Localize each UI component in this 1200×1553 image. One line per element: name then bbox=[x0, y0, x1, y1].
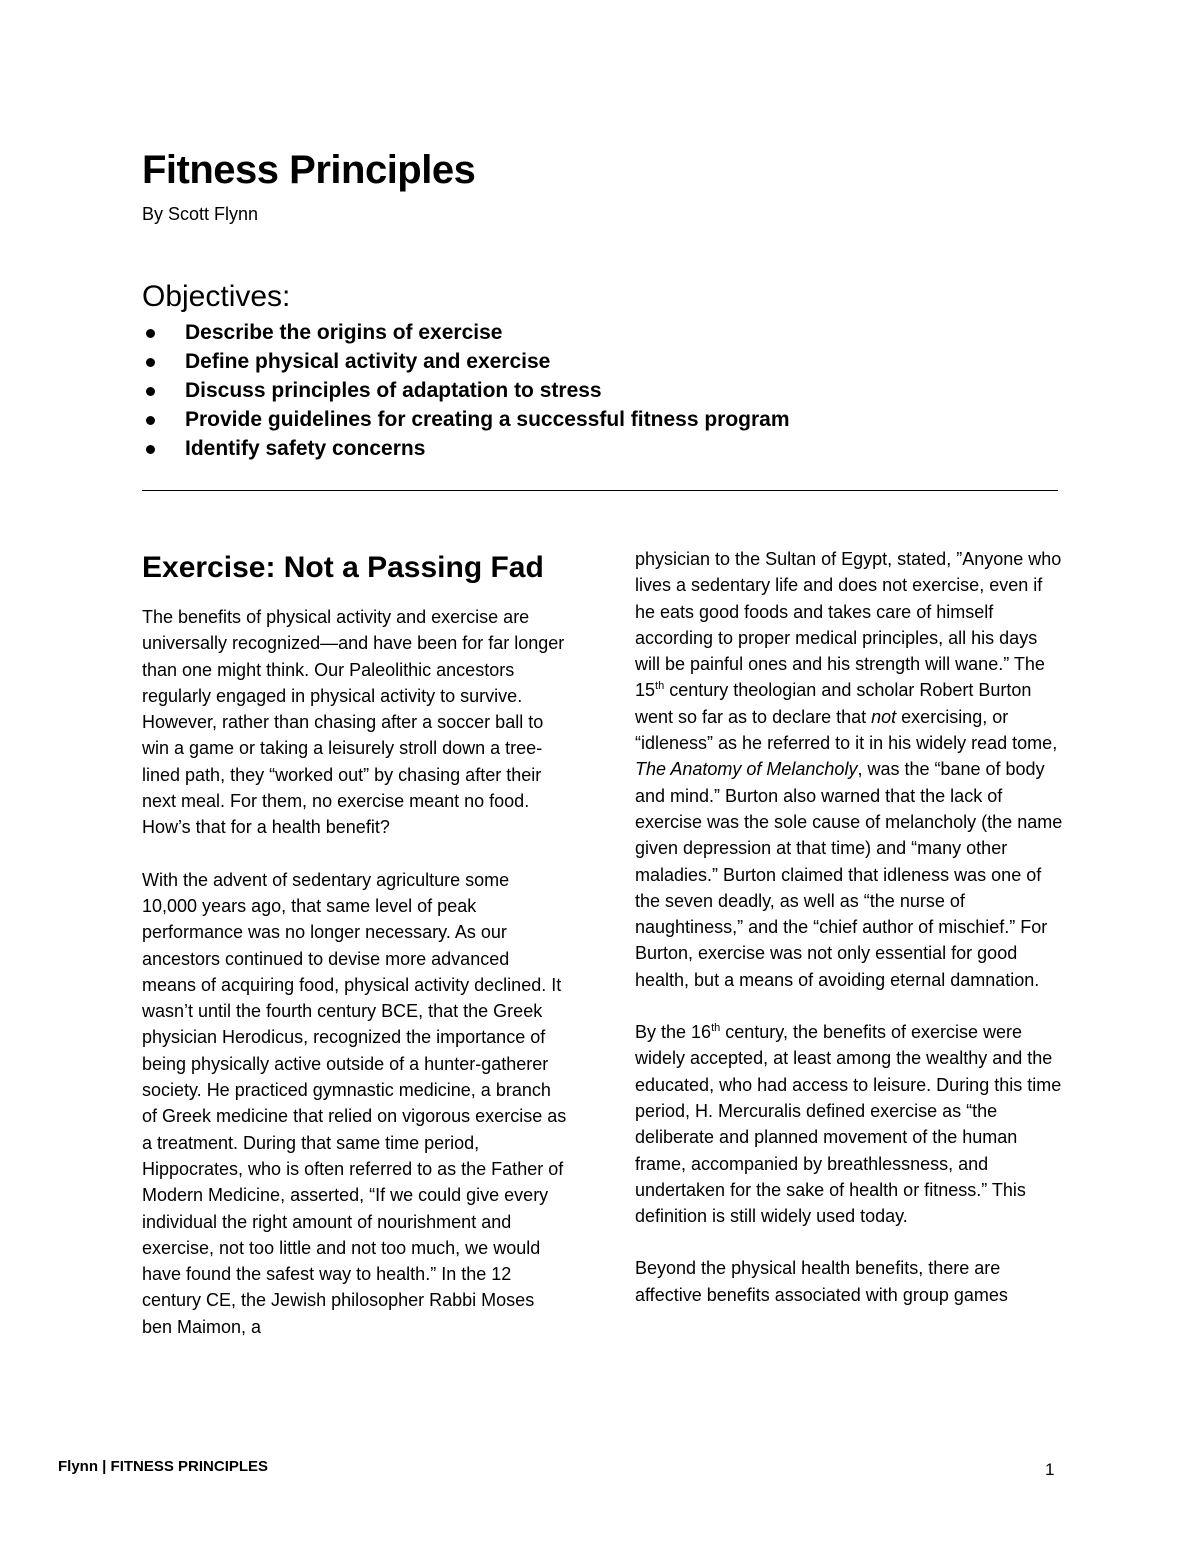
book-title: The Anatomy of Melancholy bbox=[635, 759, 858, 780]
text-run: century, the benefits of exercise were widely accepted, at least among the wealthy and the educated, who had access to leisure. During this time period, H. Mercuralis defined exercise as “the deliberate and planned movement of the human frame, accompanied by breathlessness, and undertaken for the sake of health or fitness.” This definition is still widely used today. bbox=[635, 1022, 1062, 1227]
left-column bbox=[142, 550, 567, 1366]
text-run: , was the “bane of body and mind.” Burton also warned that the lack of exercise was the sole cause of melancholy (the name given depression at that time) and “many other maladies.” Burton claimed that idleness was one of the seven deadly, as well as “the nurse of naughtiness,” and the “chief author of mischief.” For Burton, exercise was not only essential for good health, but a means of avoiding eternal damnation. bbox=[635, 759, 1063, 990]
author-byline: By Scott Flynn bbox=[142, 204, 259, 224]
objective-text: Provide guidelines for creating a successful fitness program bbox=[185, 408, 790, 431]
body-paragraph bbox=[635, 546, 1063, 993]
list-item bbox=[142, 318, 790, 347]
objective-text: Define physical activity and exercise bbox=[185, 350, 551, 373]
section-heading: Exercise: Not a Passing Fad bbox=[142, 551, 544, 584]
objective-text: Describe the origins of exercise bbox=[185, 321, 503, 344]
section-divider bbox=[142, 490, 1058, 491]
objective-text: Identify safety concerns bbox=[185, 437, 426, 460]
bullet-icon bbox=[146, 387, 155, 396]
list-item bbox=[142, 434, 790, 463]
bullet-icon bbox=[146, 329, 155, 338]
objectives-heading: Objectives: bbox=[142, 280, 291, 313]
bullet-icon bbox=[146, 445, 155, 454]
body-paragraph: With the advent of sedentary agriculture some 10,000 years ago, that same level of peak performance was no longer necessary. As our ancestors continued to devise more advanced means of acquiring food, physical activity declined. It wasn’t until the fourth century BCE, that the Greek physician Herodicus, recognized the importance of being physically active outside of a hunter-gatherer society. He practiced gymnastic medicine, a branch of Greek medicine that relied on vigorous exercise as a treatment. During that same time period, Hippocrates, who is often referred to as the Father of Modern Medicine, asserted, “If we could give every individual the right amount of nourishment and exercise, not too little and not too much, we would have found the safest way to health.” In the 12 century CE, the Jewish philosopher Rabbi Moses ben Maimon, a bbox=[142, 869, 567, 1337]
emphasis: not bbox=[871, 706, 897, 727]
list-item bbox=[142, 347, 790, 376]
bullet-icon bbox=[146, 416, 155, 425]
text-run: physician to the Sultan of Egypt, stated, ”Anyone who lives a sedentary life and does not exercise, even if he eats good foods and takes care of himself according to proper medical principles, all his days will be painful ones and his strength will wane.” The 15 bbox=[635, 549, 1062, 701]
text-run: exercising, or “idleness” as he referred to it in his widely read tome, bbox=[635, 706, 1058, 754]
body-paragraph bbox=[635, 1019, 1063, 1229]
text-run: By the 16 bbox=[635, 1022, 712, 1043]
body-paragraph: Beyond the physical health benefits, there are affective benefits associated with group games bbox=[635, 1258, 1008, 1305]
list-item bbox=[142, 376, 790, 405]
list-item bbox=[142, 405, 790, 434]
superscript: th bbox=[711, 1022, 721, 1035]
objective-text: Discuss principles of adaptation to stress bbox=[185, 379, 602, 402]
bullet-icon bbox=[146, 358, 155, 367]
document-title: Fitness Principles bbox=[142, 148, 476, 192]
text-run: century theologian and scholar Robert Burton went so far as to declare that bbox=[635, 680, 1032, 727]
right-column bbox=[635, 546, 1063, 1334]
superscript: th bbox=[655, 680, 665, 693]
objectives-list bbox=[142, 318, 790, 463]
page-number: 1 bbox=[1045, 1460, 1055, 1479]
body-paragraph: The benefits of physical activity and exercise are universally recognized—and have been for far longer than one might think. Our Paleolithic ancestors regularly engaged in physical activity to survive. However, rather than chasing after a soccer ball to win a game or taking a leisurely stroll down a tree-lined path, they “worked out” by chasing after their next meal. For them, no exercise meant no food. How’s that for a health benefit? bbox=[142, 607, 565, 838]
running-footer: Flynn | FITNESS PRINCIPLES bbox=[58, 1458, 269, 1475]
